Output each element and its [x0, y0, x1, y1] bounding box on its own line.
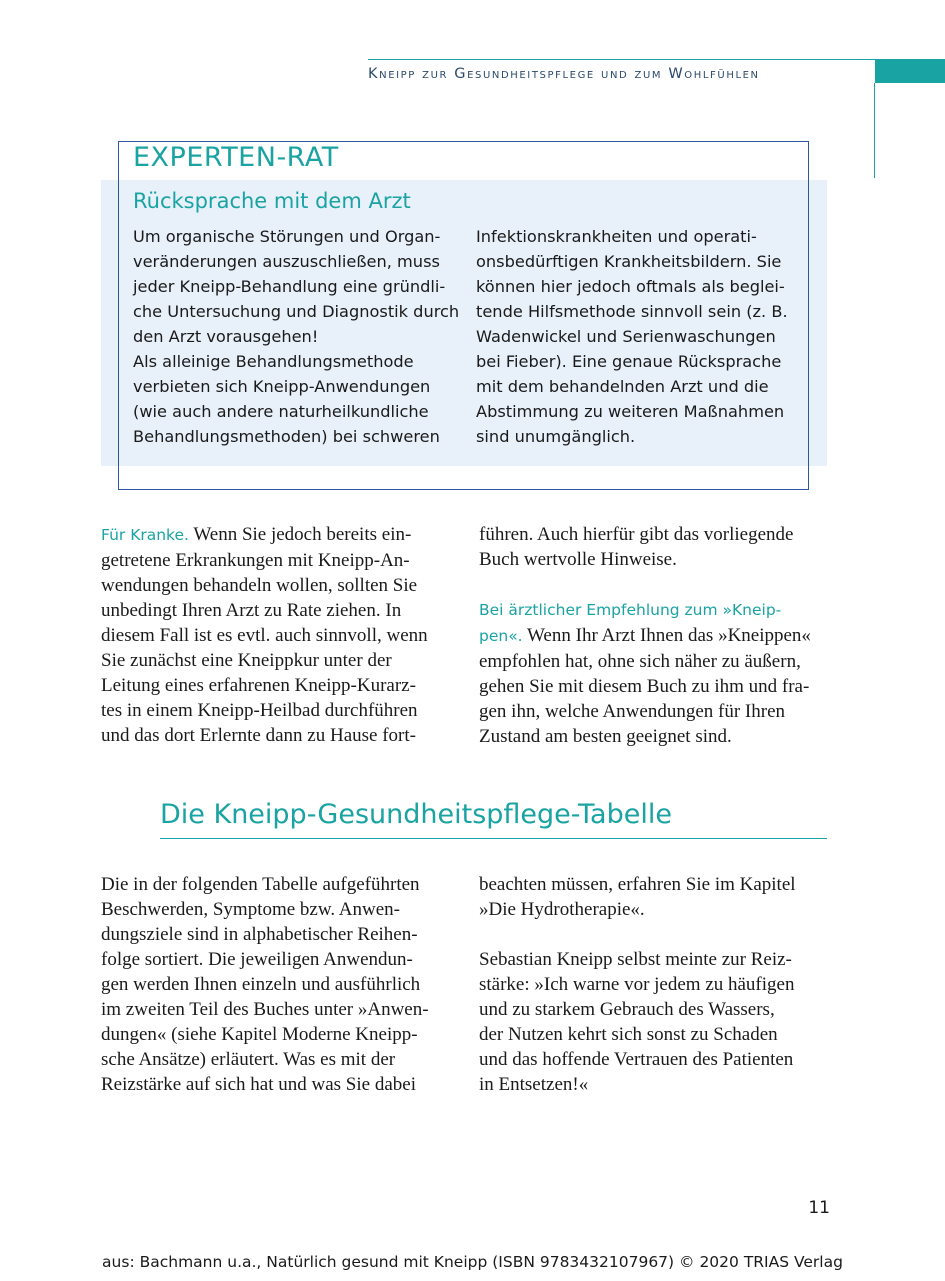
section2-column-left: [101, 872, 429, 1097]
expert-box-title: Rücksprache mit dem Arzt: [133, 189, 411, 213]
text-line: gen ihn, welche Anwendungen für Ihren: [479, 701, 786, 722]
text-line: Als alleinige Behandlungsmethode: [133, 352, 414, 371]
text-line: verbieten sich Kneipp-Anwendungen: [133, 377, 431, 396]
text-line: Die in der folgenden Tabelle aufgeführten: [101, 874, 420, 895]
text-line: diesem Fall ist es evtl. auch sinnvoll, wenn: [101, 625, 428, 646]
section-heading-rule: [160, 838, 827, 839]
section-heading: Die Kneipp-Gesundheitspflege-Tabelle: [160, 799, 672, 830]
section1-column-left: [101, 522, 428, 748]
text-line: mit dem behandelnden Arzt und die: [476, 377, 769, 396]
text-line: den Arzt vorausgehen!: [133, 327, 319, 346]
source-citation: aus: Bachmann u.a., Natürlich gesund mit Kneipp (ISBN 9783432107967) © 2020 TRIAS Verlag: [102, 1253, 843, 1271]
text-line: Abstimmung zu weiteren Maßnahmen: [476, 402, 785, 421]
text-line: sche Ansätze) erläutert. Was es mit der: [101, 1049, 396, 1070]
header-vertical-rule: [874, 83, 875, 178]
expert-box-label: EXPERTEN-RAT: [133, 142, 339, 173]
text-line: Reizstärke auf sich hat und was Sie dabei: [101, 1074, 416, 1095]
running-head: Kneipp zur Gesundheitspflege und zum Wohlfühlen: [368, 66, 760, 82]
text-line: Infektionskrankheiten und operati-: [476, 227, 757, 246]
text-line: onsbedürftigen Krankheitsbildern. Sie: [476, 252, 782, 271]
text-line: beachten müssen, erfahren Sie im Kapitel: [479, 874, 796, 895]
text-line: führen. Auch hierfür gibt das vorliegende: [479, 524, 794, 545]
expert-box-column-right: [476, 224, 788, 449]
text-line: und das dort Erlernte dann zu Hause fort-: [101, 725, 416, 746]
lead-in-empfehlung: Bei ärztlicher Empfehlung zum »Kneip-: [479, 601, 782, 619]
text-line: im zweiten Teil des Buches unter »Anwen-: [101, 999, 429, 1020]
text-line: jeder Kneipp-Behandlung eine gründli-: [133, 277, 446, 296]
text-line: tes in einem Kneipp-Heilbad durchführen: [101, 700, 418, 721]
text-line: Wadenwickel und Serienwaschungen: [476, 327, 776, 346]
section2-column-right-a: [479, 872, 796, 922]
text-line: dungsziele sind in alphabetischer Reihen-: [101, 924, 418, 945]
section1-column-right-b: [479, 597, 811, 749]
text-line: che Untersuchung und Diagnostik durch: [133, 302, 460, 321]
text-line: gehen Sie mit diesem Buch zu ihm und fra-: [479, 676, 810, 697]
section2-column-right-b: [479, 947, 794, 1097]
text-line: Beschwerden, Symptome bzw. Anwen-: [101, 899, 401, 920]
text-line: können hier jedoch oftmals als beglei-: [476, 277, 785, 296]
text-line: und das hoffende Vertrauen des Patienten: [479, 1049, 794, 1070]
text-line: gen werden Ihnen einzeln und ausführlich: [101, 974, 421, 995]
text-line: und zu starkem Gebrauch des Wassers,: [479, 999, 775, 1020]
text-line: in Entsetzen!«: [479, 1074, 589, 1095]
text-line: Sie zunächst eine Kneippkur unter der: [101, 650, 392, 671]
text-line: folge sortiert. Die jeweiligen Anwendun-: [101, 949, 413, 970]
section1-column-right-a: [479, 522, 793, 572]
text-line: [479, 623, 811, 649]
text-line: getretene Erkrankungen mit Kneipp-An-: [101, 550, 410, 571]
text-line: »Die Hydrotherapie«.: [479, 899, 645, 920]
text-line: unbedingt Ihren Arzt zu Rate ziehen. In: [101, 600, 402, 621]
text-line: Um organische Störungen und Organ-: [133, 227, 441, 246]
text-line-rest: Wenn Ihr Arzt Ihnen das »Kneippen«: [522, 625, 811, 646]
text-line: wendungen behandeln wollen, sollten Sie: [101, 575, 418, 596]
text-line: Sebastian Kneipp selbst meinte zur Reiz-: [479, 949, 792, 970]
text-line: bei Fieber). Eine genaue Rücksprache: [476, 352, 782, 371]
lead-in-empfehlung-end: pen«.: [479, 627, 523, 645]
text-line-rest: Wenn Sie jedoch bereits ein-: [188, 524, 412, 545]
text-line: [479, 597, 811, 623]
text-line: stärke: »Ich warne vor jedem zu häufigen: [479, 974, 795, 995]
text-line: Leitung eines erfahrenen Kneipp-Kurarz-: [101, 675, 416, 696]
header-rule: [368, 59, 875, 60]
text-line: tende Hilfsmethode sinnvoll sein (z. B.: [476, 302, 788, 321]
text-line: (wie auch andere naturheilkundliche: [133, 402, 429, 421]
text-line: [101, 522, 428, 548]
lead-in-kranke: Für Kranke.: [101, 526, 189, 544]
text-line: Behandlungsmethoden) bei schweren: [133, 427, 440, 446]
text-line: sind unumgänglich.: [476, 427, 636, 446]
expert-box-column-left: [133, 224, 459, 449]
header-color-tab: [875, 59, 945, 83]
page-number: 11: [808, 1198, 830, 1218]
text-line: empfohlen hat, ohne sich näher zu äußern,: [479, 651, 801, 672]
text-line: Zustand am besten geeignet sind.: [479, 726, 732, 747]
text-line: veränderungen auszuschließen, muss: [133, 252, 440, 271]
text-line: dungen« (siehe Kapitel Moderne Kneipp-: [101, 1024, 418, 1045]
text-line: der Nutzen kehrt sich sonst zu Schaden: [479, 1024, 778, 1045]
text-line: Buch wertvolle Hinweise.: [479, 549, 677, 570]
